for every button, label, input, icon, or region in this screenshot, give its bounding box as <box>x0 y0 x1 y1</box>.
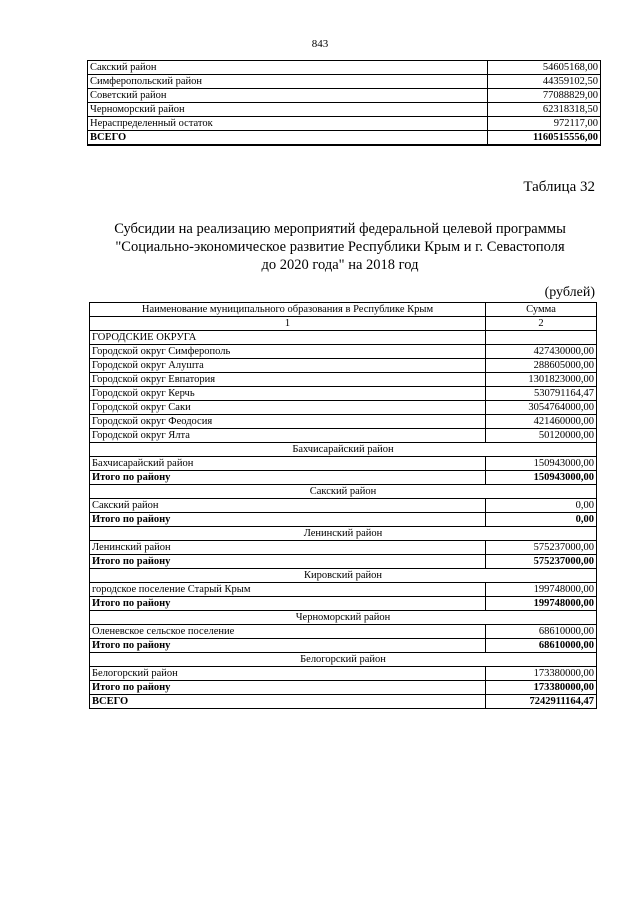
amount: 530791164,47 <box>486 387 597 401</box>
grand-total-amount: 7242911164,47 <box>486 695 597 709</box>
table-row <box>88 103 601 117</box>
header-number-row <box>90 317 597 331</box>
district-total-row <box>90 597 597 611</box>
table-row <box>90 499 597 513</box>
header-row <box>90 303 597 317</box>
district-header-row <box>90 611 597 625</box>
table-row <box>90 345 597 359</box>
municipality-name: городское поселение Старый Крым <box>90 583 486 597</box>
amount: 54605168,00 <box>488 61 601 75</box>
subsidy-table <box>89 302 597 709</box>
column-number-2: 2 <box>486 317 597 331</box>
table-row <box>90 387 597 401</box>
table-row <box>90 625 597 639</box>
total-label: ВСЕГО <box>88 131 488 146</box>
district-total-label: Итого по району <box>90 681 486 695</box>
district-total-row <box>90 513 597 527</box>
top-summary-table <box>87 60 601 146</box>
district-title: Сакский район <box>90 485 597 499</box>
municipality-name: Городской округ Саки <box>90 401 486 415</box>
empty-cell <box>486 331 597 345</box>
table-row <box>90 401 597 415</box>
municipality-name: Бахчисарайский район <box>90 457 486 471</box>
municipality-name: Сакский район <box>90 499 486 513</box>
page-number: 843 <box>311 38 329 50</box>
district-total-label: Итого по району <box>90 555 486 569</box>
district-total-amount: 173380000,00 <box>486 681 597 695</box>
table-row <box>88 89 601 103</box>
amount: 68610000,00 <box>486 625 597 639</box>
district-total-row <box>90 471 597 485</box>
table-label: Таблица 32 <box>523 179 595 195</box>
column-header-name: Наименование муниципального образования в Республике Крым <box>90 303 486 317</box>
municipality-name: Городской округ Керчь <box>90 387 486 401</box>
district-header-row <box>90 653 597 667</box>
district-header-row <box>90 485 597 499</box>
district-title: Белогорский район <box>90 653 597 667</box>
table-row <box>90 667 597 681</box>
amount: 77088829,00 <box>488 89 601 103</box>
amount: 173380000,00 <box>486 667 597 681</box>
section-title: ГОРОДСКИЕ ОКРУГА <box>90 331 486 345</box>
grand-total-label: ВСЕГО <box>90 695 486 709</box>
district-header-row <box>90 569 597 583</box>
municipality-name: Ленинский район <box>90 541 486 555</box>
table-row <box>90 541 597 555</box>
title-line-2: "Социально-экономическое развитие Республики Крым и г. Севастополя <box>115 239 565 255</box>
amount: 972117,00 <box>488 117 601 131</box>
amount: 0,00 <box>486 499 597 513</box>
amount: 62318318,50 <box>488 103 601 117</box>
district-total-amount: 150943000,00 <box>486 471 597 485</box>
district-total-amount: 0,00 <box>486 513 597 527</box>
units-label: (рублей) <box>544 285 595 300</box>
column-number-1: 1 <box>90 317 486 331</box>
table-row <box>90 583 597 597</box>
district-name: Черноморский район <box>88 103 488 117</box>
table-row <box>90 359 597 373</box>
district-title: Ленинский район <box>90 527 597 541</box>
municipality-name: Оленевское сельское поселение <box>90 625 486 639</box>
district-name: Советский район <box>88 89 488 103</box>
municipality-name: Городской округ Феодосия <box>90 415 486 429</box>
district-title: Бахчисарайский район <box>90 443 597 457</box>
table-row <box>90 415 597 429</box>
amount: 421460000,00 <box>486 415 597 429</box>
district-total-label: Итого по району <box>90 471 486 485</box>
district-name: Нераспределенный остаток <box>88 117 488 131</box>
district-total-label: Итого по району <box>90 597 486 611</box>
amount: 3054764000,00 <box>486 401 597 415</box>
municipality-name: Городской округ Евпатория <box>90 373 486 387</box>
district-total-label: Итого по району <box>90 513 486 527</box>
district-total-amount: 575237000,00 <box>486 555 597 569</box>
amount: 1301823000,00 <box>486 373 597 387</box>
amount: 288605000,00 <box>486 359 597 373</box>
total-amount: 1160515556,00 <box>488 131 601 146</box>
district-name: Сакский район <box>88 61 488 75</box>
municipality-name: Городской округ Симферополь <box>90 345 486 359</box>
municipality-name: Городской округ Ялта <box>90 429 486 443</box>
district-total-row <box>90 681 597 695</box>
amount: 50120000,00 <box>486 429 597 443</box>
district-title: Черноморский район <box>90 611 597 625</box>
title-line-1: Субсидии на реализацию мероприятий федеральной целевой программы <box>114 221 566 237</box>
amount: 427430000,00 <box>486 345 597 359</box>
amount: 150943000,00 <box>486 457 597 471</box>
table-row <box>90 373 597 387</box>
district-title: Кировский район <box>90 569 597 583</box>
document-title <box>70 220 610 274</box>
municipality-name: Белогорский район <box>90 667 486 681</box>
district-total-row <box>90 555 597 569</box>
district-name: Симферопольский район <box>88 75 488 89</box>
district-header-row <box>90 443 597 457</box>
district-total-amount: 199748000,00 <box>486 597 597 611</box>
table-row <box>88 61 601 75</box>
amount: 199748000,00 <box>486 583 597 597</box>
table-row <box>88 117 601 131</box>
district-total-label: Итого по району <box>90 639 486 653</box>
municipality-name: Городской округ Алушта <box>90 359 486 373</box>
district-header-row <box>90 527 597 541</box>
district-total-amount: 68610000,00 <box>486 639 597 653</box>
table-row <box>90 429 597 443</box>
total-row <box>88 131 601 146</box>
grand-total-row <box>90 695 597 709</box>
column-header-amount: Сумма <box>486 303 597 317</box>
table-row <box>88 75 601 89</box>
amount: 44359102,50 <box>488 75 601 89</box>
section-row <box>90 331 597 345</box>
table-row <box>90 457 597 471</box>
district-total-row <box>90 639 597 653</box>
amount: 575237000,00 <box>486 541 597 555</box>
title-line-3: до 2020 года" на 2018 год <box>261 257 419 273</box>
